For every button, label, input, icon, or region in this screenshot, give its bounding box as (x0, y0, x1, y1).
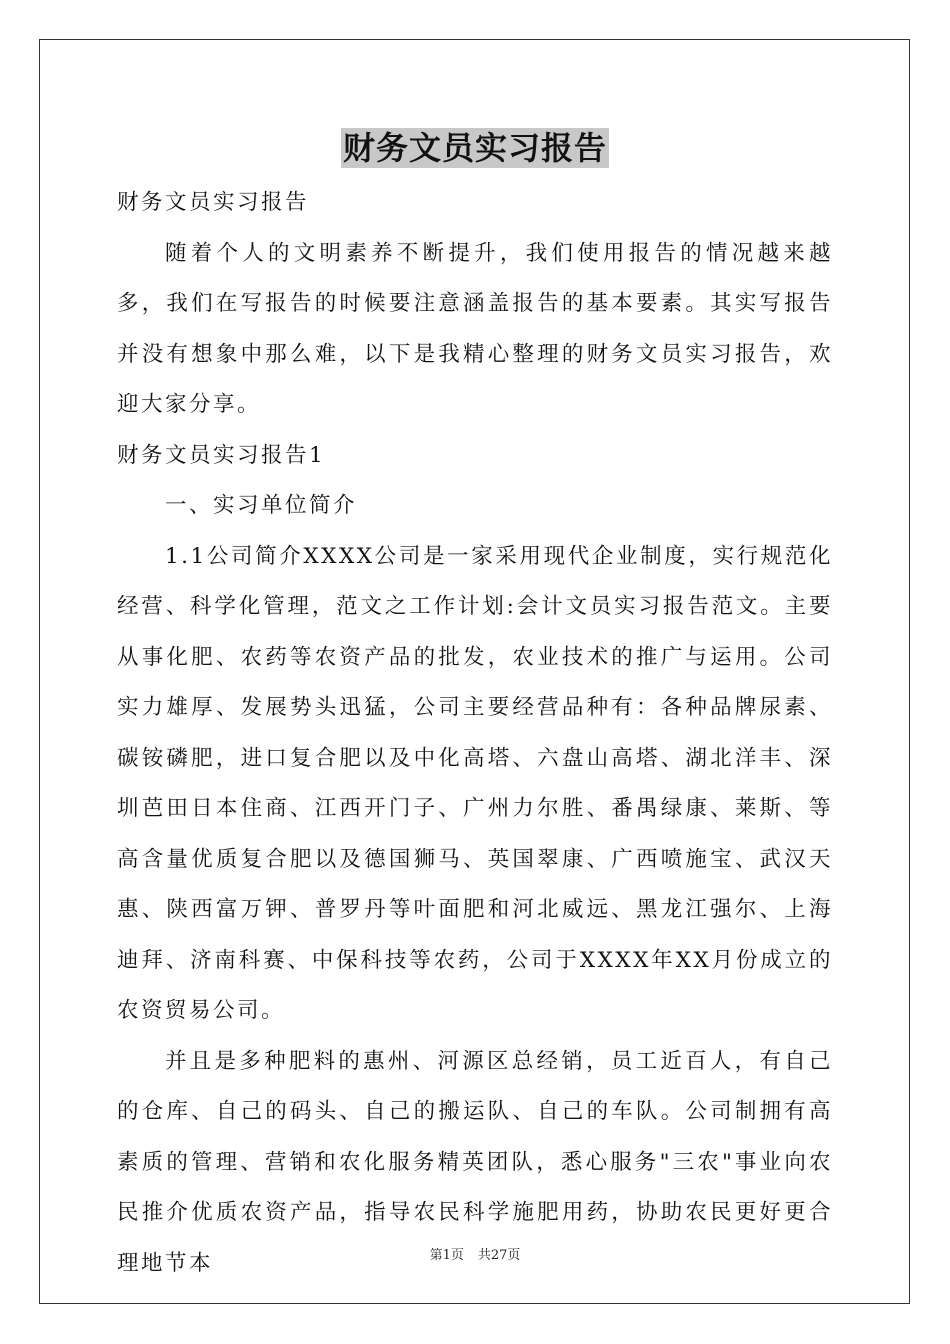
subsection-heading: 一、实习单位简介 (165, 493, 358, 518)
document-body (117, 178, 833, 1289)
page-footer (0, 1248, 950, 1264)
total-pages-label: 共27页 (477, 1248, 521, 1263)
intro-paragraph: 随着个人的文明素养不断提升，我们使用报告的情况越来越多，我们在写报告的时候要注意涵盖报告的基本要素。其实写报告并没有想象中那么难，以下是我精心整理的财务文员实习报告，欢迎大家分享。 (117, 240, 833, 417)
subtitle-paragraph: 财务文员实习报告 (117, 190, 310, 215)
current-page-label: 第1页 (429, 1248, 464, 1263)
section-heading: 财务文员实习报告1 (117, 442, 326, 468)
company-detail-paragraph: 并且是多种肥料的惠州、河源区总经销，员工近百人，有自己的仓库、自己的码头、自己的搬运队、自己的车队。公司制拥有高素质的管理、营销和农化服务精英团队，悉心服务"三农"事业向农民推介优质农资产品，指导农民科学施肥用药，协助农民更好更合理地节本 (117, 1048, 833, 1276)
title-container (0, 128, 950, 168)
company-intro-paragraph: 1.1公司简介XXXX公司是一家采用现代企业制度，实行规范化经营、科学化管理，范文之工作计划:会计文员实习报告范文。主要从事化肥、农药等农资产品的批发，农业技术的推广与运用。公司实力雄厚、发展势头迅猛，公司主要经营品种有：各种品牌尿素、碳铵磷肥，进口复合肥以及中化高塔、六盘山高塔、湖北洋丰、深圳芭田日本住商、江西开门子、广州力尔胜、番禺绿康、莱斯、等高含量优质复合肥以及德国狮马、英国翠康、广西喷施宝、武汉天惠、陕西富万钾、普罗丹等叶面肥和河北威远、黑龙江强尔、上海迪拜、济南科赛、中保科技等农药，公司于XXXX年XX月份成立的农资贸易公司。 (117, 543, 833, 1023)
document-title: 财务文员实习报告 (342, 129, 607, 167)
